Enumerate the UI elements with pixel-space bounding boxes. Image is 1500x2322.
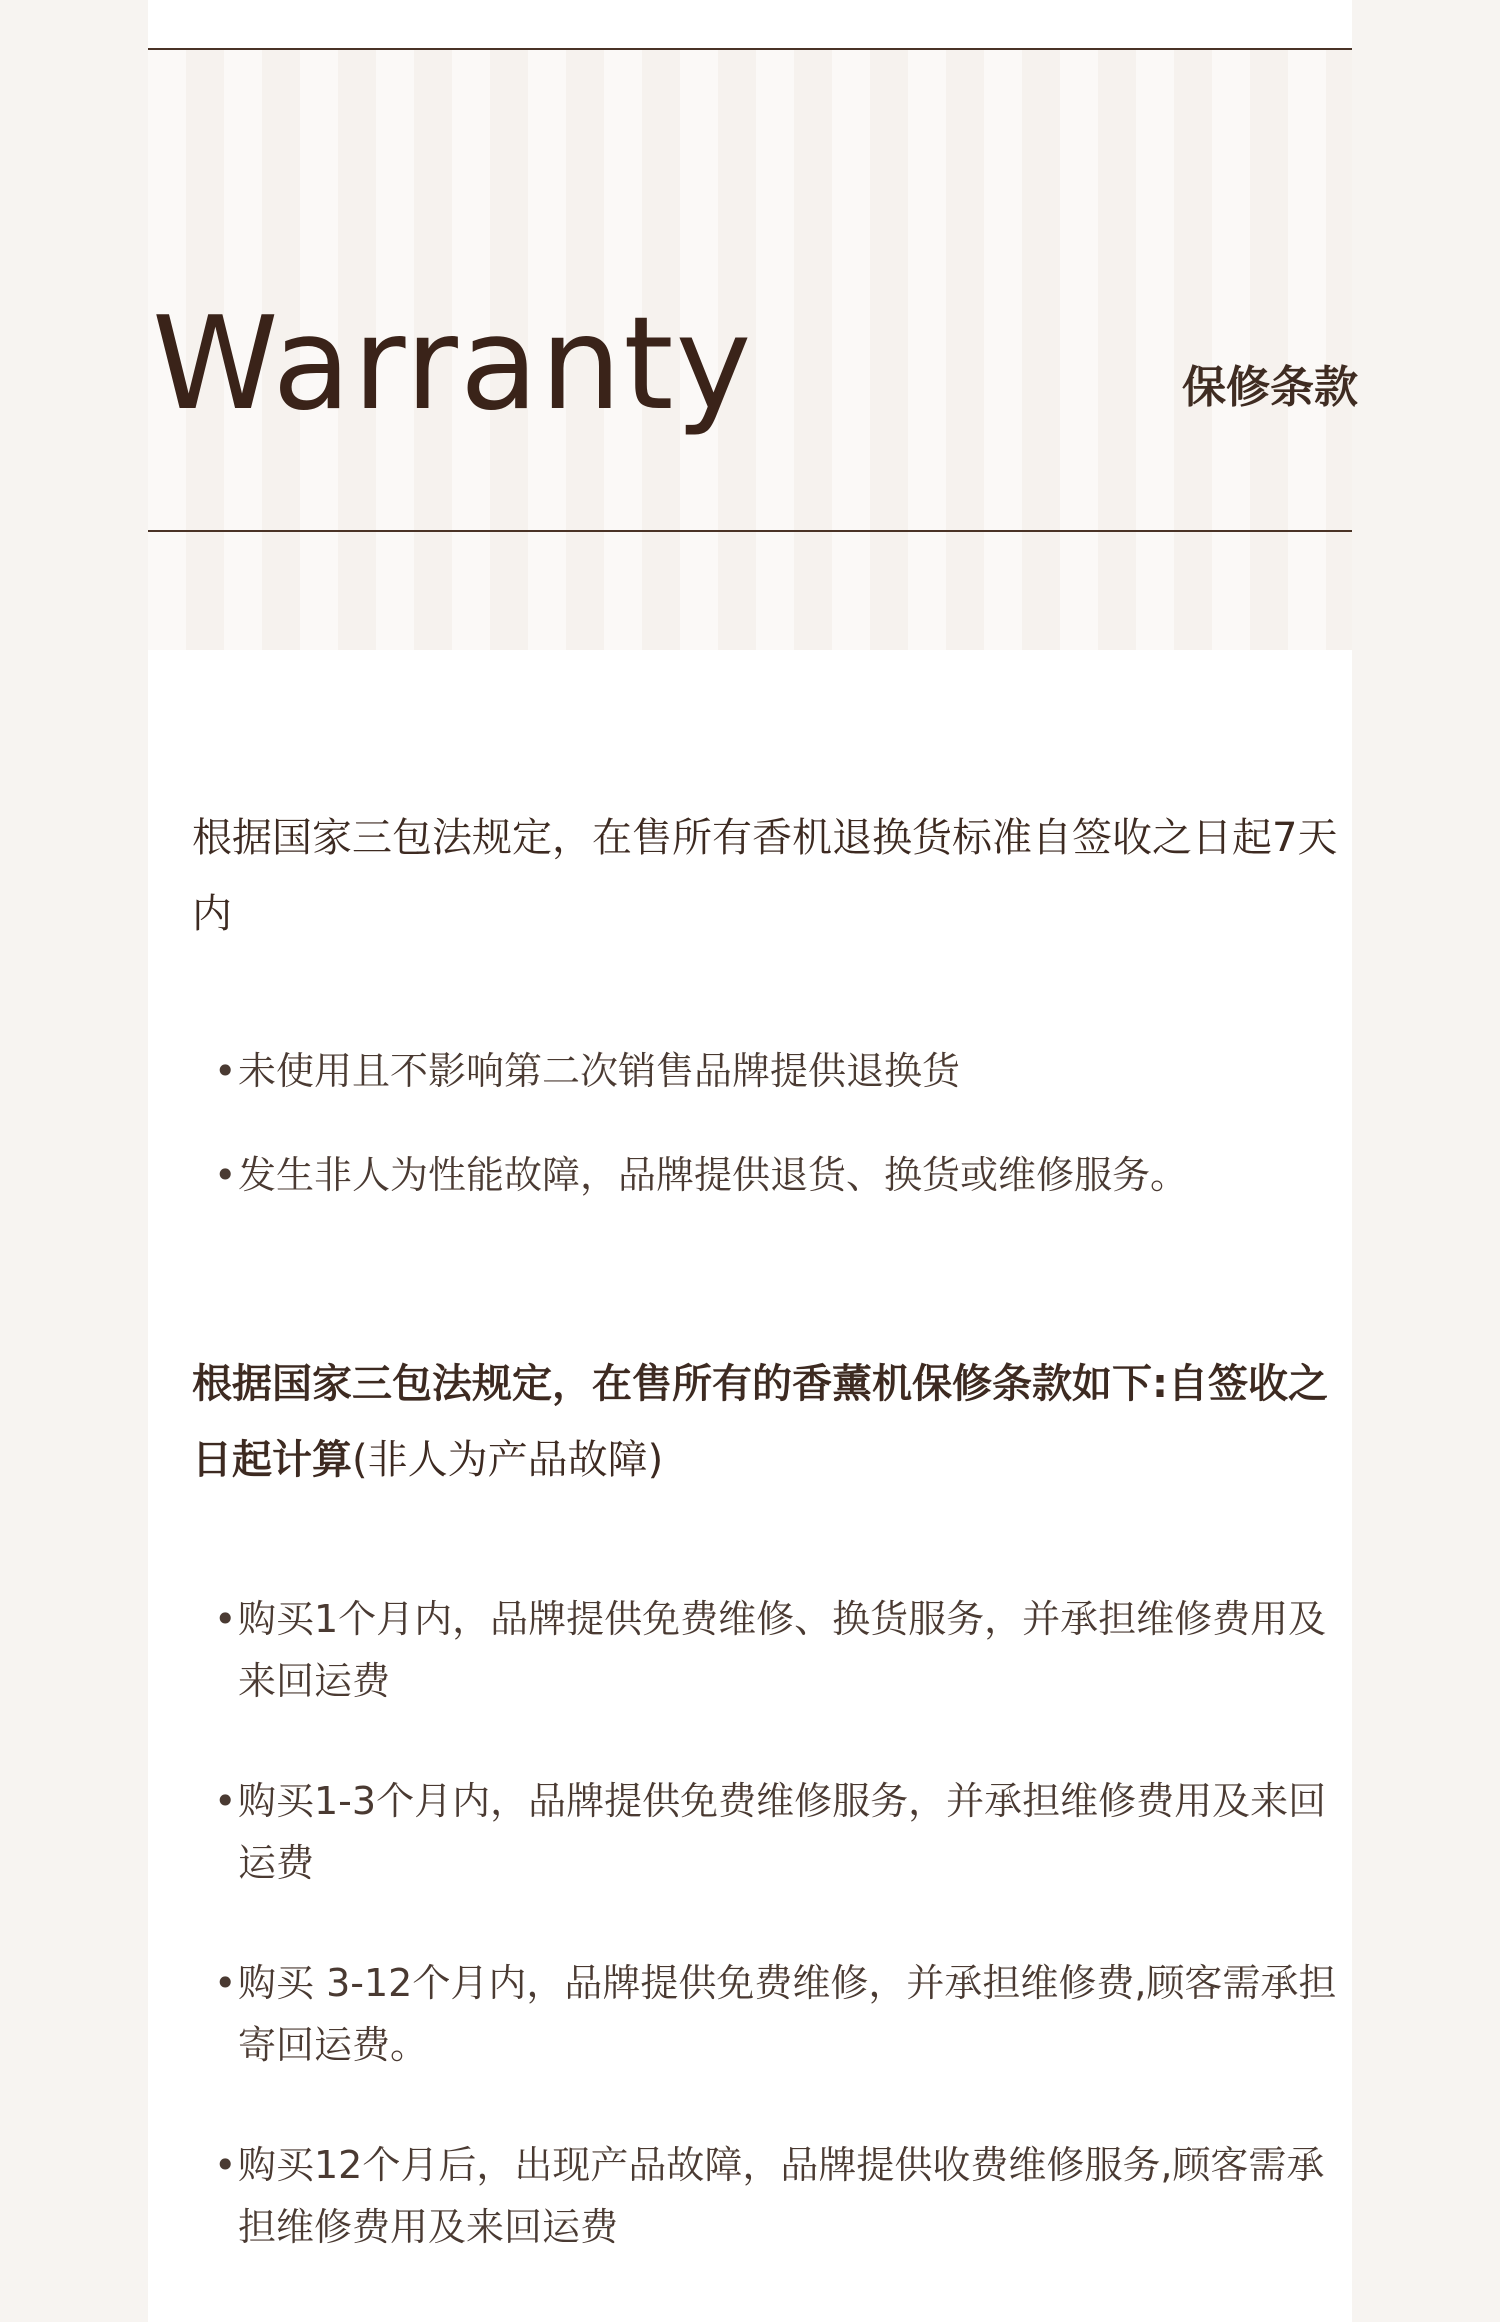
repair-policy-list	[192, 1588, 1342, 2258]
return-policy-lead: 根据国家三包法规定，在售所有香机退换货标准自签收之日起7天内	[192, 815, 1338, 937]
repair-policy-lead	[192, 1346, 1342, 1498]
repair-policy-lead-note: (非人为产品故障)	[352, 1437, 664, 1483]
repair-policy-lead-bold: 根据国家三包法规定，在售所有的香薰机保修条款如下:自签收之日起计算	[192, 1361, 1328, 1483]
repair-policy-section	[192, 1346, 1342, 2258]
list-item: • 未使用且不影响第二次销售品牌提供退换货	[218, 1040, 1342, 1102]
page-title: Warranty	[152, 290, 754, 439]
warranty-page	[148, 0, 1358, 2322]
page-subtitle: 保修条款	[1182, 362, 1358, 413]
return-policy-list	[192, 1040, 1342, 1206]
list-item: • 购买1个月内，品牌提供免费维修、换货服务，并承担维修费用及来回运费	[218, 1588, 1342, 1712]
return-policy-section	[192, 800, 1342, 1206]
header-divider	[148, 530, 1352, 532]
list-item: • 发生非人为性能故障，品牌提供退货、换货或维修服务。	[218, 1144, 1342, 1206]
top-divider	[148, 48, 1352, 50]
warranty-content	[192, 800, 1342, 2316]
list-item: • 购买12个月后，出现产品故障，品牌提供收费维修服务,顾客需承担维修费用及来回运费	[218, 2134, 1342, 2258]
list-item: • 购买1-3个月内，品牌提供免费维修服务，并承担维修费用及来回运费	[218, 1770, 1342, 1894]
list-item: • 购买 3-12个月内，品牌提供免费维修，并承担维修费,顾客需承担寄回运费。	[218, 1952, 1342, 2076]
